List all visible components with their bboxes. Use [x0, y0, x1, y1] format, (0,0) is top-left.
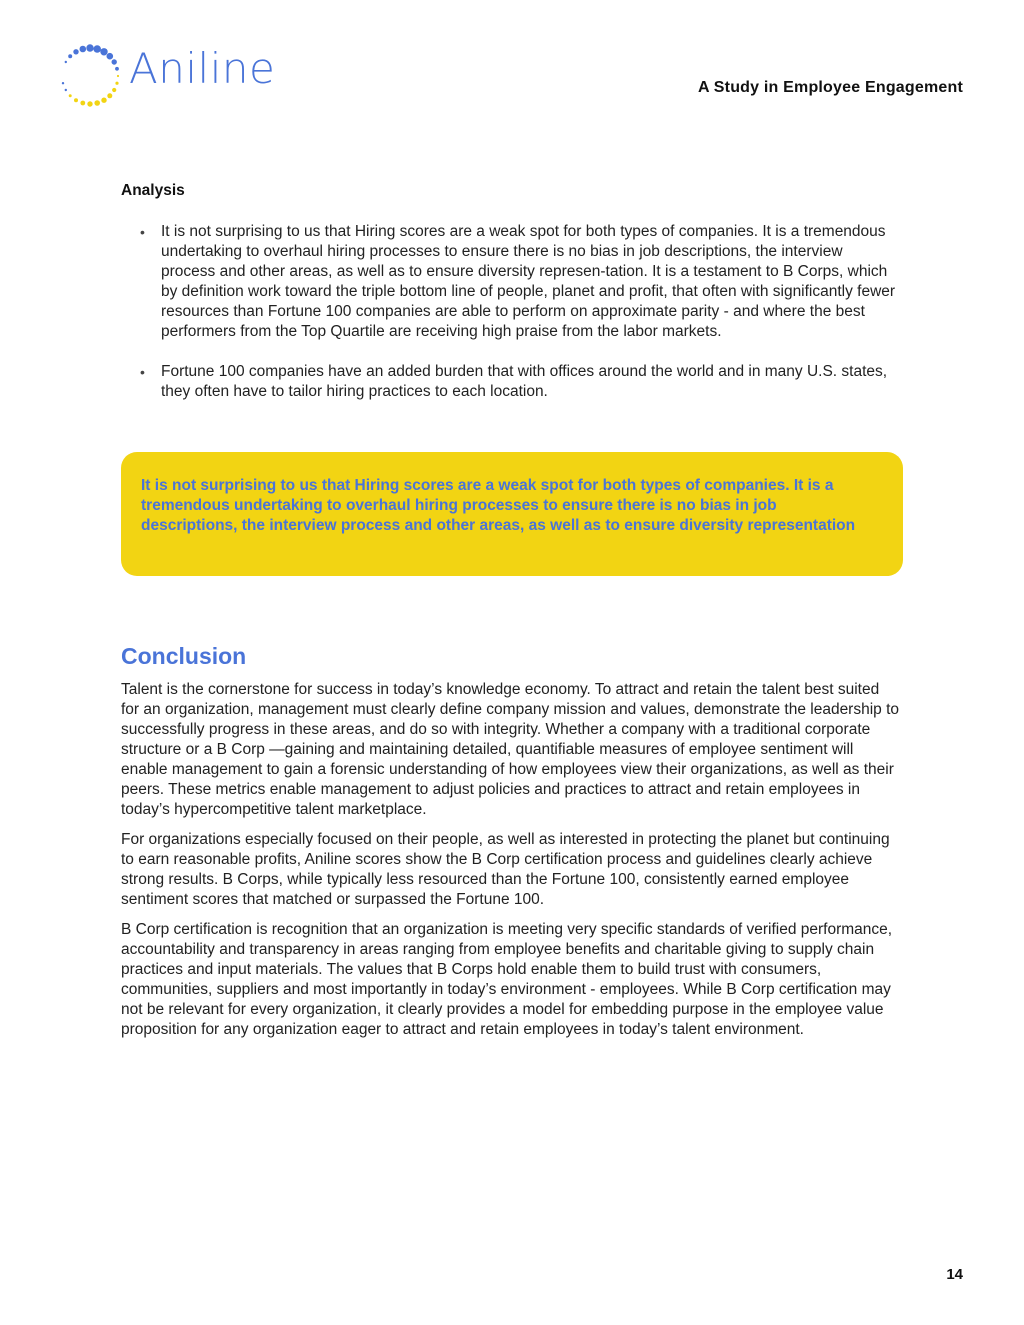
logo-dot — [68, 54, 72, 58]
analysis-heading: Analysis — [121, 182, 185, 199]
logo-dot — [115, 82, 118, 85]
logo-dot — [65, 89, 67, 91]
document-title: A Study in Employee Engagement — [697, 79, 963, 96]
logo-dot — [73, 49, 78, 54]
logo-dot — [86, 44, 93, 51]
highlight-callout — [121, 452, 903, 576]
conclusion-heading: Conclusion — [121, 643, 247, 669]
conclusion-paragraph: For organizations especially focused on their people, as well as interested in protecting the planet but continuing to earn reasonable profits, Aniline scores show the B Corp certification process and guidelines clearly achieve strong results. B Corps, while typically less resourced than the Fortune 100, consistently earned employee sentiment scores that matched or surpassed the Fortune 100. — [121, 831, 890, 908]
brand-name: Aniline — [129, 44, 276, 93]
bullet-text: It is not surprising to us that Hiring scores are a weak spot for both types of companies. It is a tremendous undertaking to overhaul hiring processes to ensure there is no bias in job descriptions, the interview process and other areas, as well as to ensure diversity represen-tation. It is a testament to B Corps, which by definition work toward the triple bottom line of people, planet and profit, that often with significantly fewer resources than Fortune 100 companies are able to perform on approximate parity - and where the best performers from the Top Quartile are receiving high praise from the labor markets. — [161, 223, 896, 340]
list-item — [121, 222, 901, 342]
brand-logo — [56, 38, 296, 118]
bullet-icon: • — [140, 224, 145, 240]
page-number: 14 — [946, 1266, 963, 1283]
logo-dot — [107, 53, 114, 60]
dotted-circle-logo-icon — [56, 38, 128, 118]
conclusion-paragraph: B Corp certification is recognition that an organization is meeting very specific standards of verified performance, accountability and transparency in areas ranging from employee benefits and charitable giving to supply chain practices and input materials. The values that B Corps hold enable them to build trust with consumers, communities, suppliers and most importantly in today’s environment - employees. While B Corp certification may not be relevant for every organization, it clearly provides a model for embedding purpose in the employee value proposition for any organization eager to attract and retain employees in today’s talent environment. — [121, 921, 893, 1038]
logo-dot — [94, 100, 100, 106]
bullet-icon: • — [140, 364, 145, 380]
logo-dot — [100, 48, 107, 55]
logo-dot — [62, 82, 64, 84]
conclusion-section — [121, 642, 901, 1050]
conclusion-paragraph: Talent is the cornerstone for success in today’s knowledge economy. To attract and retain the talent best suited for an organization, management must clearly define company mission and values, demonstrate the leadership to successfully progress in these areas, and do so with integrity. Whether a company with a traditional corporate structure or a B Corp —gaining and maintaining detailed, quantifiable measures of employee sentiment will enable management to gain a forensic understanding of how employees view their organizations, as well as their peers. These metrics enable management to adjust policies and practices to attract and retain employees in today’s hypercompetitive talent marketplace. — [121, 681, 900, 818]
logo-dot — [101, 98, 106, 103]
logo-dot — [74, 98, 78, 102]
list-item — [121, 362, 901, 402]
analysis-bullet-list — [121, 222, 901, 402]
logo-dot — [69, 94, 72, 97]
logo-dot — [107, 93, 112, 98]
logo-dot — [80, 101, 85, 106]
logo-dot — [112, 88, 116, 92]
logo-dot — [112, 59, 117, 64]
logo-dot — [93, 45, 101, 53]
callout-text: It is not surprising to us that Hiring scores are a weak spot for both types of companies. It is a tremendous undertaking to overhaul hiring processes to ensure there is no bias in job descriptions, the interview process and other areas, as well as to ensure diversity representation — [141, 477, 856, 534]
logo-dot — [115, 67, 119, 71]
bullet-text: Fortune 100 companies have an added burden that with offices around the world and in many U.S. states, they often have to tailor hiring practices to each location. — [161, 363, 888, 400]
analysis-section — [121, 182, 901, 422]
logo-dot — [65, 61, 67, 63]
logo-dot — [87, 101, 92, 106]
logo-dot — [80, 46, 87, 53]
logo-dot — [117, 75, 119, 77]
